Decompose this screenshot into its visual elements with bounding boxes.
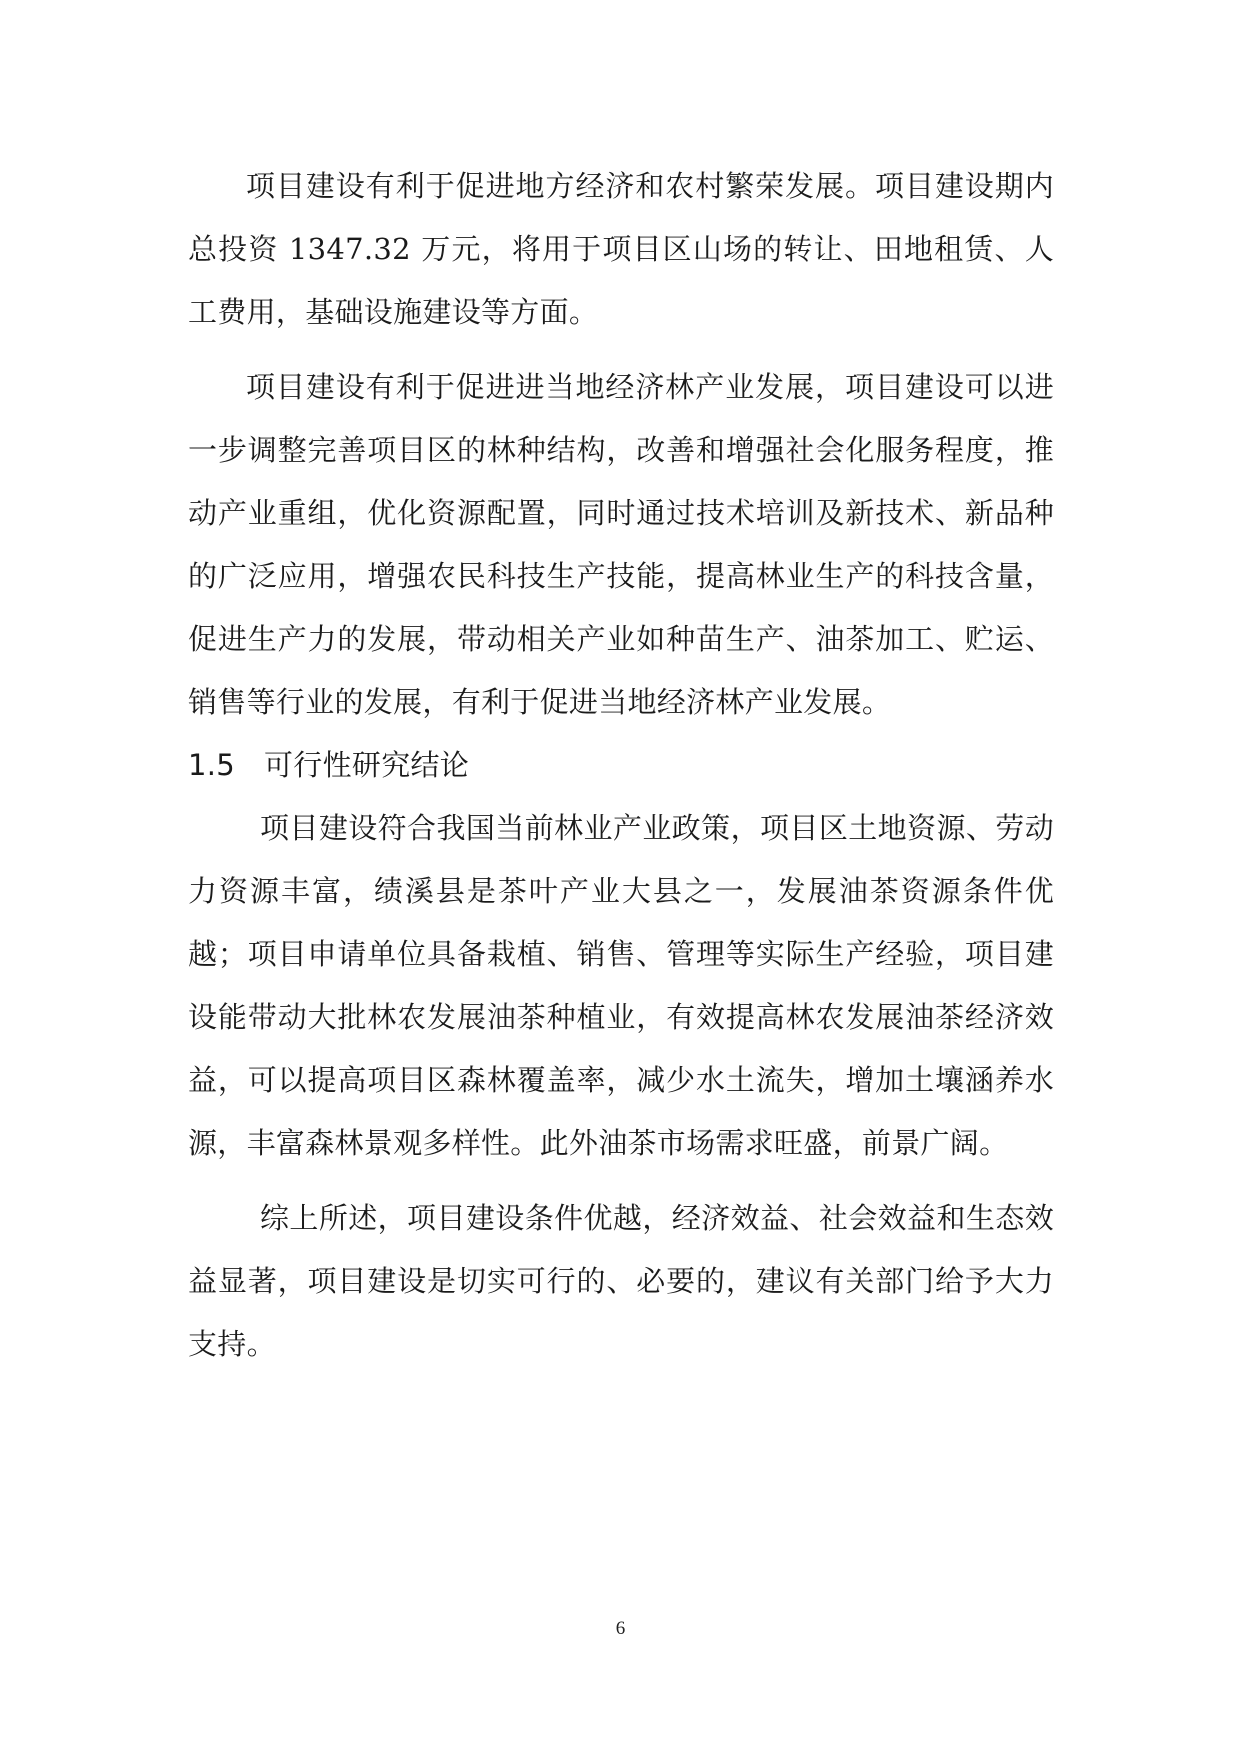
paragraph-forestry-industry: 项目建设有利于促进进当地经济林产业发展，项目建设可以进一步调整完善项目区的林种结构，改善和增强社会化服务程度，推动产业重组，优化资源配置，同时通过技术培训及新技术、新品种的广泛应用，增强农民科技生产技能，提高林业生产的科技含量，促进生产力的发展，带动相关产业如种苗生产、油茶加工、贮运、销售等行业的发展，有利于促进当地经济林产业发展。 — [188, 370, 1054, 719]
paragraph-feasibility-conclusion: 项目建设符合我国当前林业产业政策，项目区土地资源、劳动力资源丰富，绩溪县是茶叶产业大县之一，发展油茶资源条件优越；项目申请单位具备栽植、销售、管理等实际生产经验，项目建设能带动大批林农发展油茶种植业，有效提高林农发展油茶经济效益，可以提高项目区森林覆盖率，减少水土流失，增加土壤涵养水源，丰富森林景观多样性。此外油茶市场需求旺盛，前景广阔。 — [188, 811, 1054, 1160]
paragraph-summary: 综上所述，项目建设条件优越，经济效益、社会效益和生态效益显著，项目建设是切实可行的、必要的，建议有关部门给予大力支持。 — [188, 1201, 1054, 1361]
section-heading — [188, 734, 1054, 797]
section-number: 1.5 — [188, 748, 236, 782]
paragraph-economic-development: 项目建设有利于促进地方经济和农村繁荣发展。项目建设期内总投资 1347.32 万元，将用于项目区山场的转让、田地租赁、人工费用，基础设施建设等方面。 — [188, 169, 1054, 329]
document-body — [188, 155, 1054, 1376]
page-number: 6 — [615, 1618, 626, 1639]
section-title: 可行性研究结论 — [264, 748, 470, 782]
